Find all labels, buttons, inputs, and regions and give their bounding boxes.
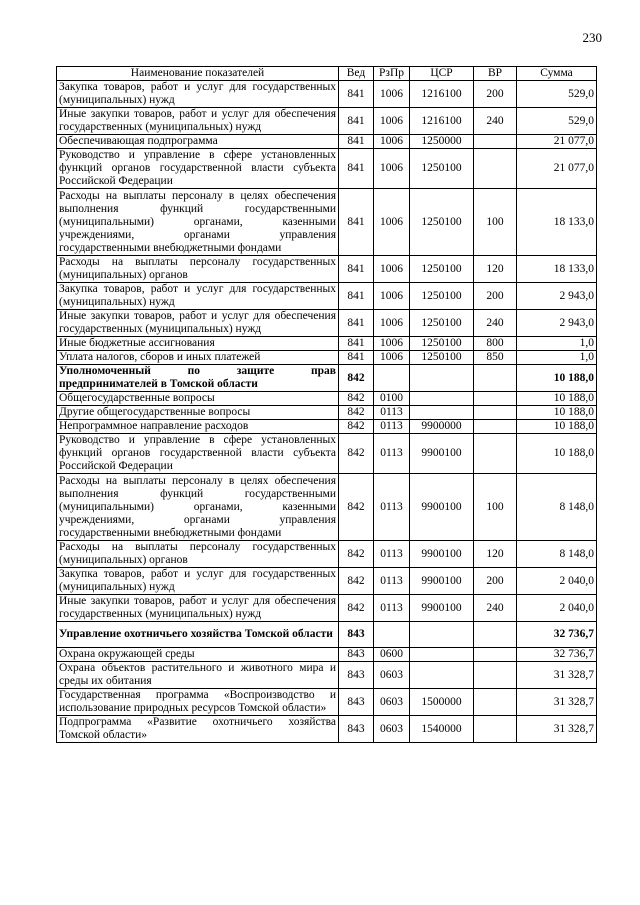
cell-ved: 843 xyxy=(339,689,374,716)
cell-ved: 843 xyxy=(339,716,374,743)
cell-sum: 2 943,0 xyxy=(517,310,597,337)
cell-csr: 1250100 xyxy=(410,283,474,310)
page-number: 230 xyxy=(582,30,602,45)
cell-ved: 842 xyxy=(339,541,374,568)
cell-rzpr: 1006 xyxy=(374,135,410,149)
table-row xyxy=(57,434,597,474)
cell-csr xyxy=(410,392,474,406)
table-row xyxy=(57,662,597,689)
header-ved: Вед xyxy=(339,67,374,81)
cell-name: Управление охотничьего хозяйства Томской области xyxy=(57,622,339,648)
cell-ved: 842 xyxy=(339,474,374,541)
table-row xyxy=(57,108,597,135)
cell-sum: 31 328,7 xyxy=(517,689,597,716)
cell-csr: 1500000 xyxy=(410,689,474,716)
cell-ved: 841 xyxy=(339,108,374,135)
cell-csr: 9900100 xyxy=(410,568,474,595)
cell-name: Расходы на выплаты персоналу в целях обеспечения выполнения функций государственными (муниципальными) органами, казенными учреждениями, органами управления государственными внебюджетными фондами xyxy=(57,189,339,256)
cell-name: Руководство и управление в сфере установленных функций органов государственной власти субъекта Российской Федерации xyxy=(57,149,339,189)
cell-ved: 841 xyxy=(339,310,374,337)
cell-name: Расходы на выплаты персоналу государственных (муниципальных) органов xyxy=(57,541,339,568)
cell-vr: 240 xyxy=(474,595,517,622)
cell-vr: 850 xyxy=(474,351,517,365)
cell-ved: 843 xyxy=(339,662,374,689)
table-header-row xyxy=(57,67,597,81)
cell-name: Расходы на выплаты персоналу в целях обеспечения выполнения функций государственными (муниципальными) органами, казенными учреждениями, органами управления государственными внебюджетными фондами xyxy=(57,474,339,541)
cell-ved: 841 xyxy=(339,189,374,256)
table-row xyxy=(57,689,597,716)
cell-name: Иные бюджетные ассигнования xyxy=(57,337,339,351)
cell-csr: 1216100 xyxy=(410,81,474,108)
cell-ved: 842 xyxy=(339,434,374,474)
table-row xyxy=(57,256,597,283)
cell-csr: 1250100 xyxy=(410,310,474,337)
cell-csr: 1250100 xyxy=(410,149,474,189)
cell-sum: 10 188,0 xyxy=(517,420,597,434)
cell-csr xyxy=(410,406,474,420)
cell-vr: 240 xyxy=(474,310,517,337)
cell-name: Закупка товаров, работ и услуг для государственных (муниципальных) нужд xyxy=(57,283,339,310)
cell-csr: 1250000 xyxy=(410,135,474,149)
cell-ved: 841 xyxy=(339,256,374,283)
cell-vr: 800 xyxy=(474,337,517,351)
cell-ved: 841 xyxy=(339,81,374,108)
cell-rzpr: 1006 xyxy=(374,351,410,365)
cell-rzpr xyxy=(374,365,410,392)
cell-name: Иные закупки товаров, работ и услуг для обеспечения государственных (муниципальных) нужд xyxy=(57,310,339,337)
cell-ved: 841 xyxy=(339,337,374,351)
cell-vr xyxy=(474,662,517,689)
cell-vr xyxy=(474,648,517,662)
cell-sum: 10 188,0 xyxy=(517,365,597,392)
budget-table xyxy=(56,66,597,743)
cell-vr: 120 xyxy=(474,541,517,568)
table-row xyxy=(57,648,597,662)
cell-ved: 843 xyxy=(339,648,374,662)
header-vr: ВР xyxy=(474,67,517,81)
cell-ved: 842 xyxy=(339,392,374,406)
cell-sum: 21 077,0 xyxy=(517,135,597,149)
cell-sum: 529,0 xyxy=(517,81,597,108)
cell-rzpr: 0100 xyxy=(374,392,410,406)
cell-csr: 1250100 xyxy=(410,189,474,256)
cell-sum: 32 736,7 xyxy=(517,648,597,662)
table-row xyxy=(57,406,597,420)
cell-vr: 240 xyxy=(474,108,517,135)
table-row xyxy=(57,310,597,337)
cell-rzpr: 0603 xyxy=(374,716,410,743)
cell-ved: 843 xyxy=(339,622,374,648)
cell-name: Обеспечивающая подпрограмма xyxy=(57,135,339,149)
cell-ved: 842 xyxy=(339,568,374,595)
cell-name: Государственная программа «Воспроизводство и использование природных ресурсов Томской области» xyxy=(57,689,339,716)
cell-name: Другие общегосударственные вопросы xyxy=(57,406,339,420)
cell-vr: 100 xyxy=(474,189,517,256)
cell-vr: 120 xyxy=(474,256,517,283)
cell-csr: 9900100 xyxy=(410,595,474,622)
table-row xyxy=(57,716,597,743)
cell-csr: 1250100 xyxy=(410,337,474,351)
table-row xyxy=(57,135,597,149)
cell-vr xyxy=(474,689,517,716)
cell-vr xyxy=(474,716,517,743)
cell-rzpr: 0603 xyxy=(374,662,410,689)
cell-name: Непрограммное направление расходов xyxy=(57,420,339,434)
cell-rzpr: 0113 xyxy=(374,434,410,474)
cell-name: Подпрограмма «Развитие охотничьего хозяйства Томской области» xyxy=(57,716,339,743)
table-row xyxy=(57,283,597,310)
cell-csr: 9900100 xyxy=(410,434,474,474)
cell-csr xyxy=(410,622,474,648)
cell-csr: 1540000 xyxy=(410,716,474,743)
table-row xyxy=(57,568,597,595)
cell-rzpr: 0113 xyxy=(374,406,410,420)
cell-name: Уплата налогов, сборов и иных платежей xyxy=(57,351,339,365)
cell-rzpr: 1006 xyxy=(374,81,410,108)
cell-rzpr: 1006 xyxy=(374,256,410,283)
cell-sum: 21 077,0 xyxy=(517,149,597,189)
cell-rzpr: 0113 xyxy=(374,474,410,541)
header-sum: Сумма xyxy=(517,67,597,81)
cell-name: Расходы на выплаты персоналу государственных (муниципальных) органов xyxy=(57,256,339,283)
cell-csr: 9900000 xyxy=(410,420,474,434)
cell-name: Иные закупки товаров, работ и услуг для обеспечения государственных (муниципальных) нужд xyxy=(57,595,339,622)
cell-ved: 842 xyxy=(339,365,374,392)
table-row xyxy=(57,420,597,434)
table-row xyxy=(57,541,597,568)
table-row xyxy=(57,189,597,256)
cell-vr xyxy=(474,406,517,420)
cell-csr xyxy=(410,662,474,689)
cell-csr: 1216100 xyxy=(410,108,474,135)
cell-csr: 1250100 xyxy=(410,351,474,365)
header-rzpr: РзПр xyxy=(374,67,410,81)
cell-rzpr: 0600 xyxy=(374,648,410,662)
cell-csr: 9900100 xyxy=(410,541,474,568)
table-row xyxy=(57,595,597,622)
table-row xyxy=(57,474,597,541)
cell-ved: 841 xyxy=(339,149,374,189)
cell-sum: 529,0 xyxy=(517,108,597,135)
cell-rzpr xyxy=(374,622,410,648)
cell-sum: 2 040,0 xyxy=(517,568,597,595)
cell-name: Охрана окружающей среды xyxy=(57,648,339,662)
cell-name: Охрана объектов растительного и животного мира и среды их обитания xyxy=(57,662,339,689)
table-row xyxy=(57,392,597,406)
cell-sum: 1,0 xyxy=(517,351,597,365)
cell-rzpr: 1006 xyxy=(374,337,410,351)
cell-vr xyxy=(474,392,517,406)
table-row xyxy=(57,149,597,189)
cell-vr xyxy=(474,149,517,189)
cell-sum: 8 148,0 xyxy=(517,474,597,541)
cell-name: Руководство и управление в сфере установленных функций органов государственной власти субъекта Российской Федерации xyxy=(57,434,339,474)
cell-ved: 841 xyxy=(339,351,374,365)
cell-sum: 8 148,0 xyxy=(517,541,597,568)
cell-rzpr: 1006 xyxy=(374,310,410,337)
cell-rzpr: 0113 xyxy=(374,420,410,434)
cell-sum: 2 943,0 xyxy=(517,283,597,310)
cell-ved: 842 xyxy=(339,595,374,622)
cell-vr xyxy=(474,135,517,149)
cell-ved: 841 xyxy=(339,283,374,310)
cell-vr: 200 xyxy=(474,81,517,108)
cell-csr: 1250100 xyxy=(410,256,474,283)
cell-vr xyxy=(474,365,517,392)
table-body xyxy=(57,81,597,743)
cell-sum: 10 188,0 xyxy=(517,434,597,474)
cell-vr: 200 xyxy=(474,568,517,595)
cell-rzpr: 1006 xyxy=(374,283,410,310)
cell-sum: 10 188,0 xyxy=(517,392,597,406)
table-row xyxy=(57,81,597,108)
cell-name: Закупка товаров, работ и услуг для государственных (муниципальных) нужд xyxy=(57,81,339,108)
cell-csr xyxy=(410,365,474,392)
cell-rzpr: 0113 xyxy=(374,541,410,568)
cell-vr xyxy=(474,420,517,434)
cell-name: Закупка товаров, работ и услуг для государственных (муниципальных) нужд xyxy=(57,568,339,595)
cell-sum: 31 328,7 xyxy=(517,662,597,689)
cell-ved: 842 xyxy=(339,406,374,420)
table-row xyxy=(57,622,597,648)
cell-sum: 18 133,0 xyxy=(517,256,597,283)
table-row xyxy=(57,365,597,392)
cell-csr: 9900100 xyxy=(410,474,474,541)
cell-rzpr: 0603 xyxy=(374,689,410,716)
cell-rzpr: 1006 xyxy=(374,189,410,256)
cell-rzpr: 0113 xyxy=(374,595,410,622)
cell-sum: 10 188,0 xyxy=(517,406,597,420)
cell-csr xyxy=(410,648,474,662)
table-row xyxy=(57,351,597,365)
header-csr: ЦСР xyxy=(410,67,474,81)
cell-vr xyxy=(474,622,517,648)
cell-ved: 841 xyxy=(339,135,374,149)
cell-rzpr: 0113 xyxy=(374,568,410,595)
cell-name: Уполномоченный по защите прав предпринимателей в Томской области xyxy=(57,365,339,392)
cell-rzpr: 1006 xyxy=(374,108,410,135)
cell-sum: 31 328,7 xyxy=(517,716,597,743)
cell-sum: 2 040,0 xyxy=(517,595,597,622)
cell-vr xyxy=(474,434,517,474)
cell-ved: 842 xyxy=(339,420,374,434)
cell-sum: 32 736,7 xyxy=(517,622,597,648)
cell-vr: 100 xyxy=(474,474,517,541)
cell-vr: 200 xyxy=(474,283,517,310)
header-name: Наименование показателей xyxy=(57,67,339,81)
cell-sum: 1,0 xyxy=(517,337,597,351)
cell-name: Иные закупки товаров, работ и услуг для обеспечения государственных (муниципальных) нужд xyxy=(57,108,339,135)
cell-name: Общегосударственные вопросы xyxy=(57,392,339,406)
cell-rzpr: 1006 xyxy=(374,149,410,189)
cell-sum: 18 133,0 xyxy=(517,189,597,256)
table-row xyxy=(57,337,597,351)
